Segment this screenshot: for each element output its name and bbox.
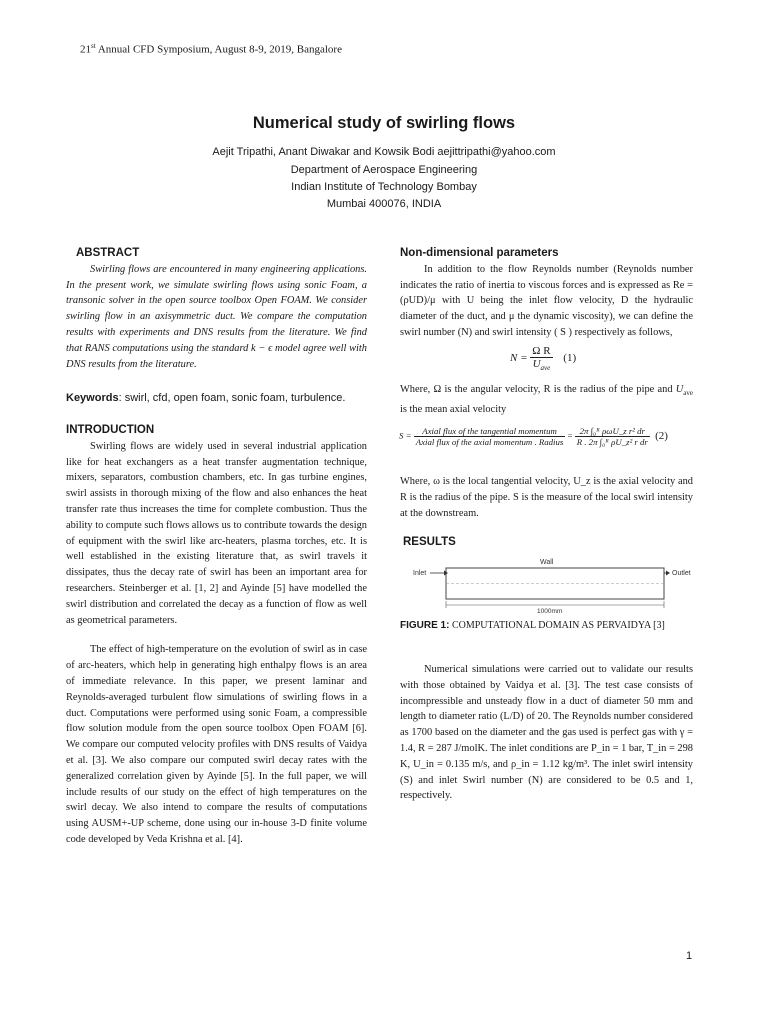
- nondim-paragraph-2: [400, 382, 693, 418]
- computational-domain-figure: [400, 553, 700, 615]
- eq2-number: (2): [655, 429, 668, 442]
- equation-1: [510, 345, 576, 372]
- p2-part-a: Where, Ω is the angular velocity, R is the radius of the pipe and: [400, 384, 676, 395]
- outlet-arrow-head: [666, 571, 670, 576]
- eq1-fraction: [530, 345, 552, 372]
- results-paragraph-1: Numerical simulations were carried out to validate our results with those obtained by Vaidya et al. [3]. The test case consists of incompressible and unsteady flow in a duct of diameter 50 mm and length to diameter ratio (L/D) of 20. The Reynolds number considered as 1700 based on the diameter and the gas used is perfect gas with γ = 1.4, R = 287 J/molK. The inlet conditions are P_in = 1 bar, T_in = 298 K, U_in = 0.135 m/s, and ρ_in = 1.12 kg/m³. The inlet swirl intensity (S) and inlet Swirl number (N) are considered to be 0.5 and 1, respectively.: [400, 664, 693, 802]
- introduction-paragraph-2: The effect of high-temperature on the evolution of swirl as in case of arc-heaters, which help in generating high enthalpy flows is an area of immediate relevance. In this paper, we present laminar and Reynolds-averaged turbulent flow simulations of swirling flows in a duct. Computations were performed using sonic Foam, a compressible flow solution module from the open source toolbox Open FOAM [6]. We compare our computed velocity profiles with DNS results of Vaidya et al. [3]. We also compare our computed swirl decay rates with the generalized correlation given by Ayinde [5]. In the full paper, we will include results of our study on the effect of high temperatures on the swirl decay. We also intend to compare the results of computations using AUSM+-UP scheme, done using our in-house 3-D finite volume code developed by Veda Krishna et al. [4].: [66, 644, 367, 845]
- caption-text: COMPUTATIONAL DOMAIN AS PERVAIDYA [3]: [449, 620, 665, 631]
- eq2-lhs: S =: [399, 430, 412, 441]
- results-section: [400, 662, 693, 804]
- figure-1-caption: [400, 619, 693, 633]
- affiliation-institute: Indian Institute of Technology Bombay: [291, 181, 477, 193]
- page-number: 1: [686, 950, 693, 962]
- eq2-numerator-1: Axial flux of the tangential momentum: [414, 426, 566, 437]
- eq1-number: (1): [563, 352, 577, 365]
- eq2-denominator-2: R . 2π ∫₀ᴿ ρU_z² r dr: [576, 437, 648, 447]
- keywords: [66, 391, 367, 407]
- eq1-den-subscript: ave: [540, 364, 551, 373]
- eq2-numerator-2: 2π ∫₀ᴿ ρωU_z r² dr: [575, 426, 650, 437]
- nondim-heading: Non-dimensional parameters: [400, 247, 559, 259]
- introduction-heading: INTRODUCTION: [66, 424, 155, 436]
- affiliation-address: Mumbai 400076, INDIA: [326, 198, 442, 210]
- keywords-text: : swirl, cfd, open foam, sonic foam, turbulence.: [118, 392, 346, 404]
- caption-label: FIGURE 1:: [400, 620, 450, 631]
- abstract-heading: ABSTRACT: [76, 247, 140, 259]
- conference-header: [80, 42, 342, 56]
- figure-inlet-label: Inlet: [413, 570, 427, 577]
- eq2-equals: =: [567, 430, 573, 441]
- p2-u-subscript: ave: [683, 389, 693, 398]
- eq2-fraction-2: [575, 426, 650, 447]
- abstract-text: Swirling flows are encountered in many engineering applications. In the present work, we simulate swirling flows using sonic Foam, a transonic solver in the open source toolbox Open FOAM. We consider swirling flow in an axisymmetric duct. We compare the computation results with experiments and DNS results from the literature. We find that RANS computations using the standard k − ϵ model agree well with DNS results from the literature.: [66, 263, 367, 370]
- eq2-fraction-1: [414, 426, 566, 447]
- nondim-paragraph-3: Where, ω is the local tangential velocity, U_z is the axial velocity and R is the radius of the pipe. S is the measure of the local swirl intensity at the downstream.: [400, 476, 693, 519]
- nondim-paragraph-1: In addition to the flow Reynolds number (Reynolds number indicates the ratio of inertia to viscous forces and is expressed as Re = (ρUD)/μ with U being the inlet flow velocity, D the hydraulic diameter of the duct, and μ the dynamic viscosity), we can define the swirl number (N) and swirl intensity ( S ) respectively as follows,: [400, 263, 693, 338]
- paper-title: Numerical study of swirling flows: [252, 114, 516, 132]
- nondim-section: [400, 246, 693, 341]
- eq1-denominator: [530, 358, 552, 372]
- affiliation-dept: Department of Aerospace Engineering: [290, 164, 478, 176]
- keywords-label: Keywords: [66, 392, 119, 404]
- introduction-section: [66, 423, 367, 848]
- abstract-section: [66, 246, 367, 372]
- eq1-lhs: N =: [510, 352, 528, 365]
- conference-ordinal-suffix: st: [91, 42, 96, 50]
- conference-ordinal: 21: [80, 43, 91, 56]
- equation-2: [399, 426, 668, 447]
- eq2-denominator-1: Axial flux of the axial momentum . Radius: [415, 437, 564, 447]
- authors: Aejit Tripathi, Anant Diwakar and Kowsik Bodi aejittripathi@yahoo.com: [212, 146, 556, 158]
- figure-length-label: 1000mm: [537, 608, 563, 615]
- p2-part-b: is the mean axial velocity: [400, 403, 507, 415]
- eq1-numerator: Ω R: [532, 345, 551, 357]
- eq1-den-symbol: U: [532, 358, 541, 370]
- introduction-paragraph-1: Swirling flows are widely used in several industrial application like for heat exchangers as a heat transfer augmentation technique, mixers, separators, combustion chambers, etc. In gas turbine engines, swirl assists in thorough mixing of the flow and also enhances the heat transfer rate thus increases the time for complete combustion. Thus the ability to compute such flows allows us to contribute towards the design of equipment with the swirl like arc-heaters, plasma torches, etc. It is well established in the existing literature that, as swirl travels it dissipates, thus the decay rate of swirl has been an important area for researchers. Steinberger et al. [1, 2] and Ayinde [5] have modelled the swirl distribution and correlated the decay as a function of flow as well as geometrical parameters.: [66, 440, 367, 626]
- figure-wall-label: Wall: [540, 559, 554, 566]
- figure-outlet-label: Outlet: [672, 570, 691, 577]
- p2-u-symbol: U: [675, 384, 684, 395]
- conference-name: Annual CFD Symposium, August 8-9, 2019, Bangalore: [95, 43, 342, 56]
- results-heading: RESULTS: [403, 536, 456, 548]
